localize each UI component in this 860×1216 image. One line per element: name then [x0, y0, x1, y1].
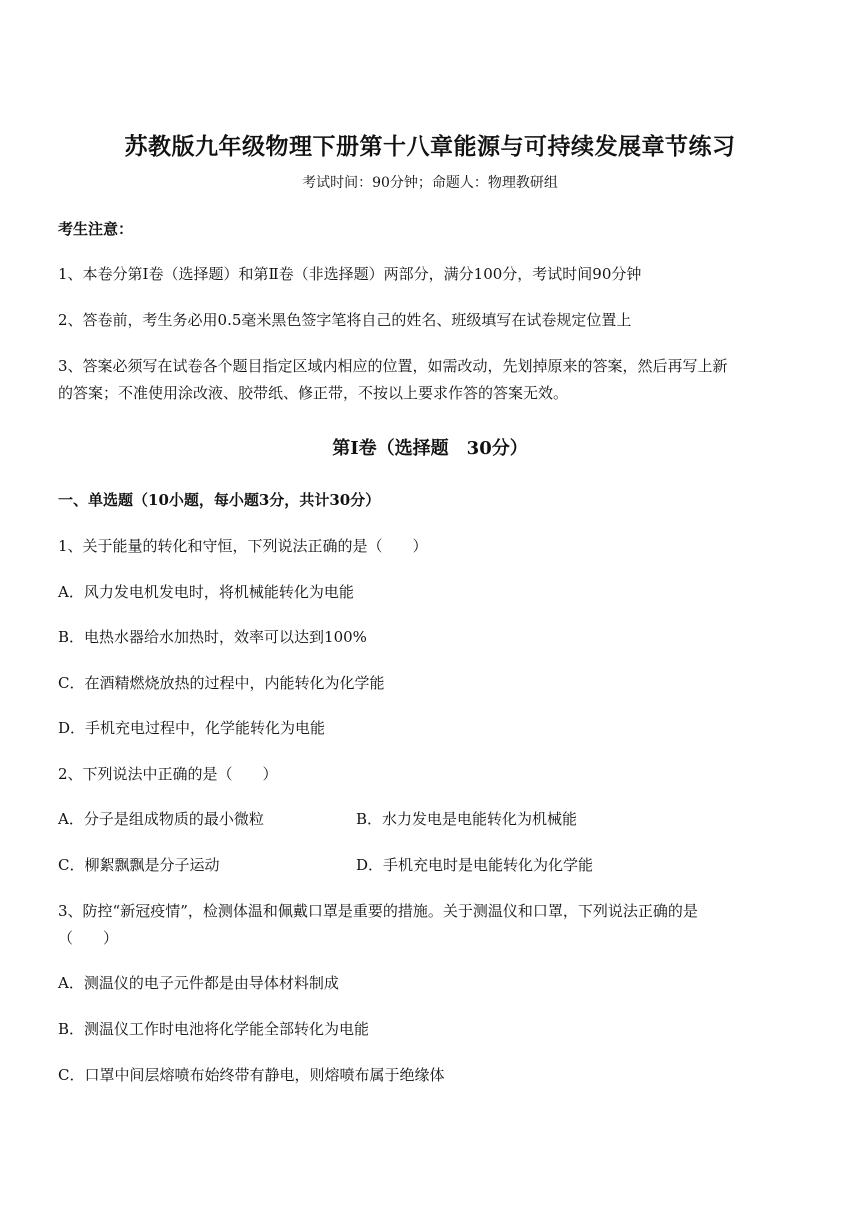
- question-2-option-d: D．手机充电时是电能转化为化学能: [356, 856, 594, 874]
- question-1-stem: 1、关于能量的转化和守恒，下列说法正确的是（ ）: [58, 537, 428, 555]
- question-3-option-b: B．测温仪工作时电池将化学能全部转化为电能: [58, 1020, 370, 1038]
- question-2-option-b: B．水力发电是电能转化为机械能: [356, 810, 578, 828]
- question-1-option-b: B．电热水器给水加热时，效率可以达到100%: [58, 628, 367, 646]
- question-3-option-c: C．口罩中间层熔喷布始终带有静电，则熔喷布属于绝缘体: [58, 1066, 445, 1084]
- part-heading: 一、单选题（10小题，每小题3分，共计30分）: [58, 491, 381, 509]
- notice-heading: 考生注意：: [58, 220, 134, 238]
- notice-item-3: 3、答案必须写在试卷各个题目指定区域内相应的位置，如需改动，先划掉原来的答案，然后再写上新: [58, 357, 728, 375]
- exam-meta: 考试时间：90分钟；命题人：物理教研组: [302, 175, 558, 191]
- question-1-option-d: D．手机充电过程中，化学能转化为电能: [58, 719, 326, 737]
- question-2-option-c: C．柳絮飘飘是分子运动: [58, 856, 220, 874]
- question-2-option-a: A．分子是组成物质的最小微粒: [58, 810, 264, 828]
- section-title: 第Ⅰ卷（选择题 30分）: [332, 438, 528, 459]
- question-3-stem-cont: （ ）: [58, 929, 119, 947]
- question-2-stem: 2、下列说法中正确的是（ ）: [58, 765, 278, 783]
- page-title: 苏教版九年级物理下册第十八章能源与可持续发展章节练习: [124, 133, 736, 160]
- question-1-option-c: C．在酒精燃烧放热的过程中，内能转化为化学能: [58, 674, 385, 692]
- question-3-option-a: A．测温仪的电子元件都是由导体材料制成: [58, 974, 339, 992]
- notice-item-3-cont: 的答案；不准使用涂改液、胶带纸、修正带，不按以上要求作答的答案无效。: [58, 384, 569, 402]
- question-3-stem: 3、防控“新冠疫情”，检测体温和佩戴口罩是重要的措施。关于测温仪和口罩，下列说法正确的是: [58, 902, 698, 920]
- notice-item-1: 1、本卷分第Ⅰ卷（选择题）和第Ⅱ卷（非选择题）两部分，满分100分，考试时间90分钟: [58, 265, 642, 283]
- question-1-option-a: A．风力发电机发电时，将机械能转化为电能: [58, 583, 354, 601]
- notice-item-2: 2、答卷前，考生务必用0.5毫米黑色签字笔将自己的姓名、班级填写在试卷规定位置上: [58, 311, 632, 329]
